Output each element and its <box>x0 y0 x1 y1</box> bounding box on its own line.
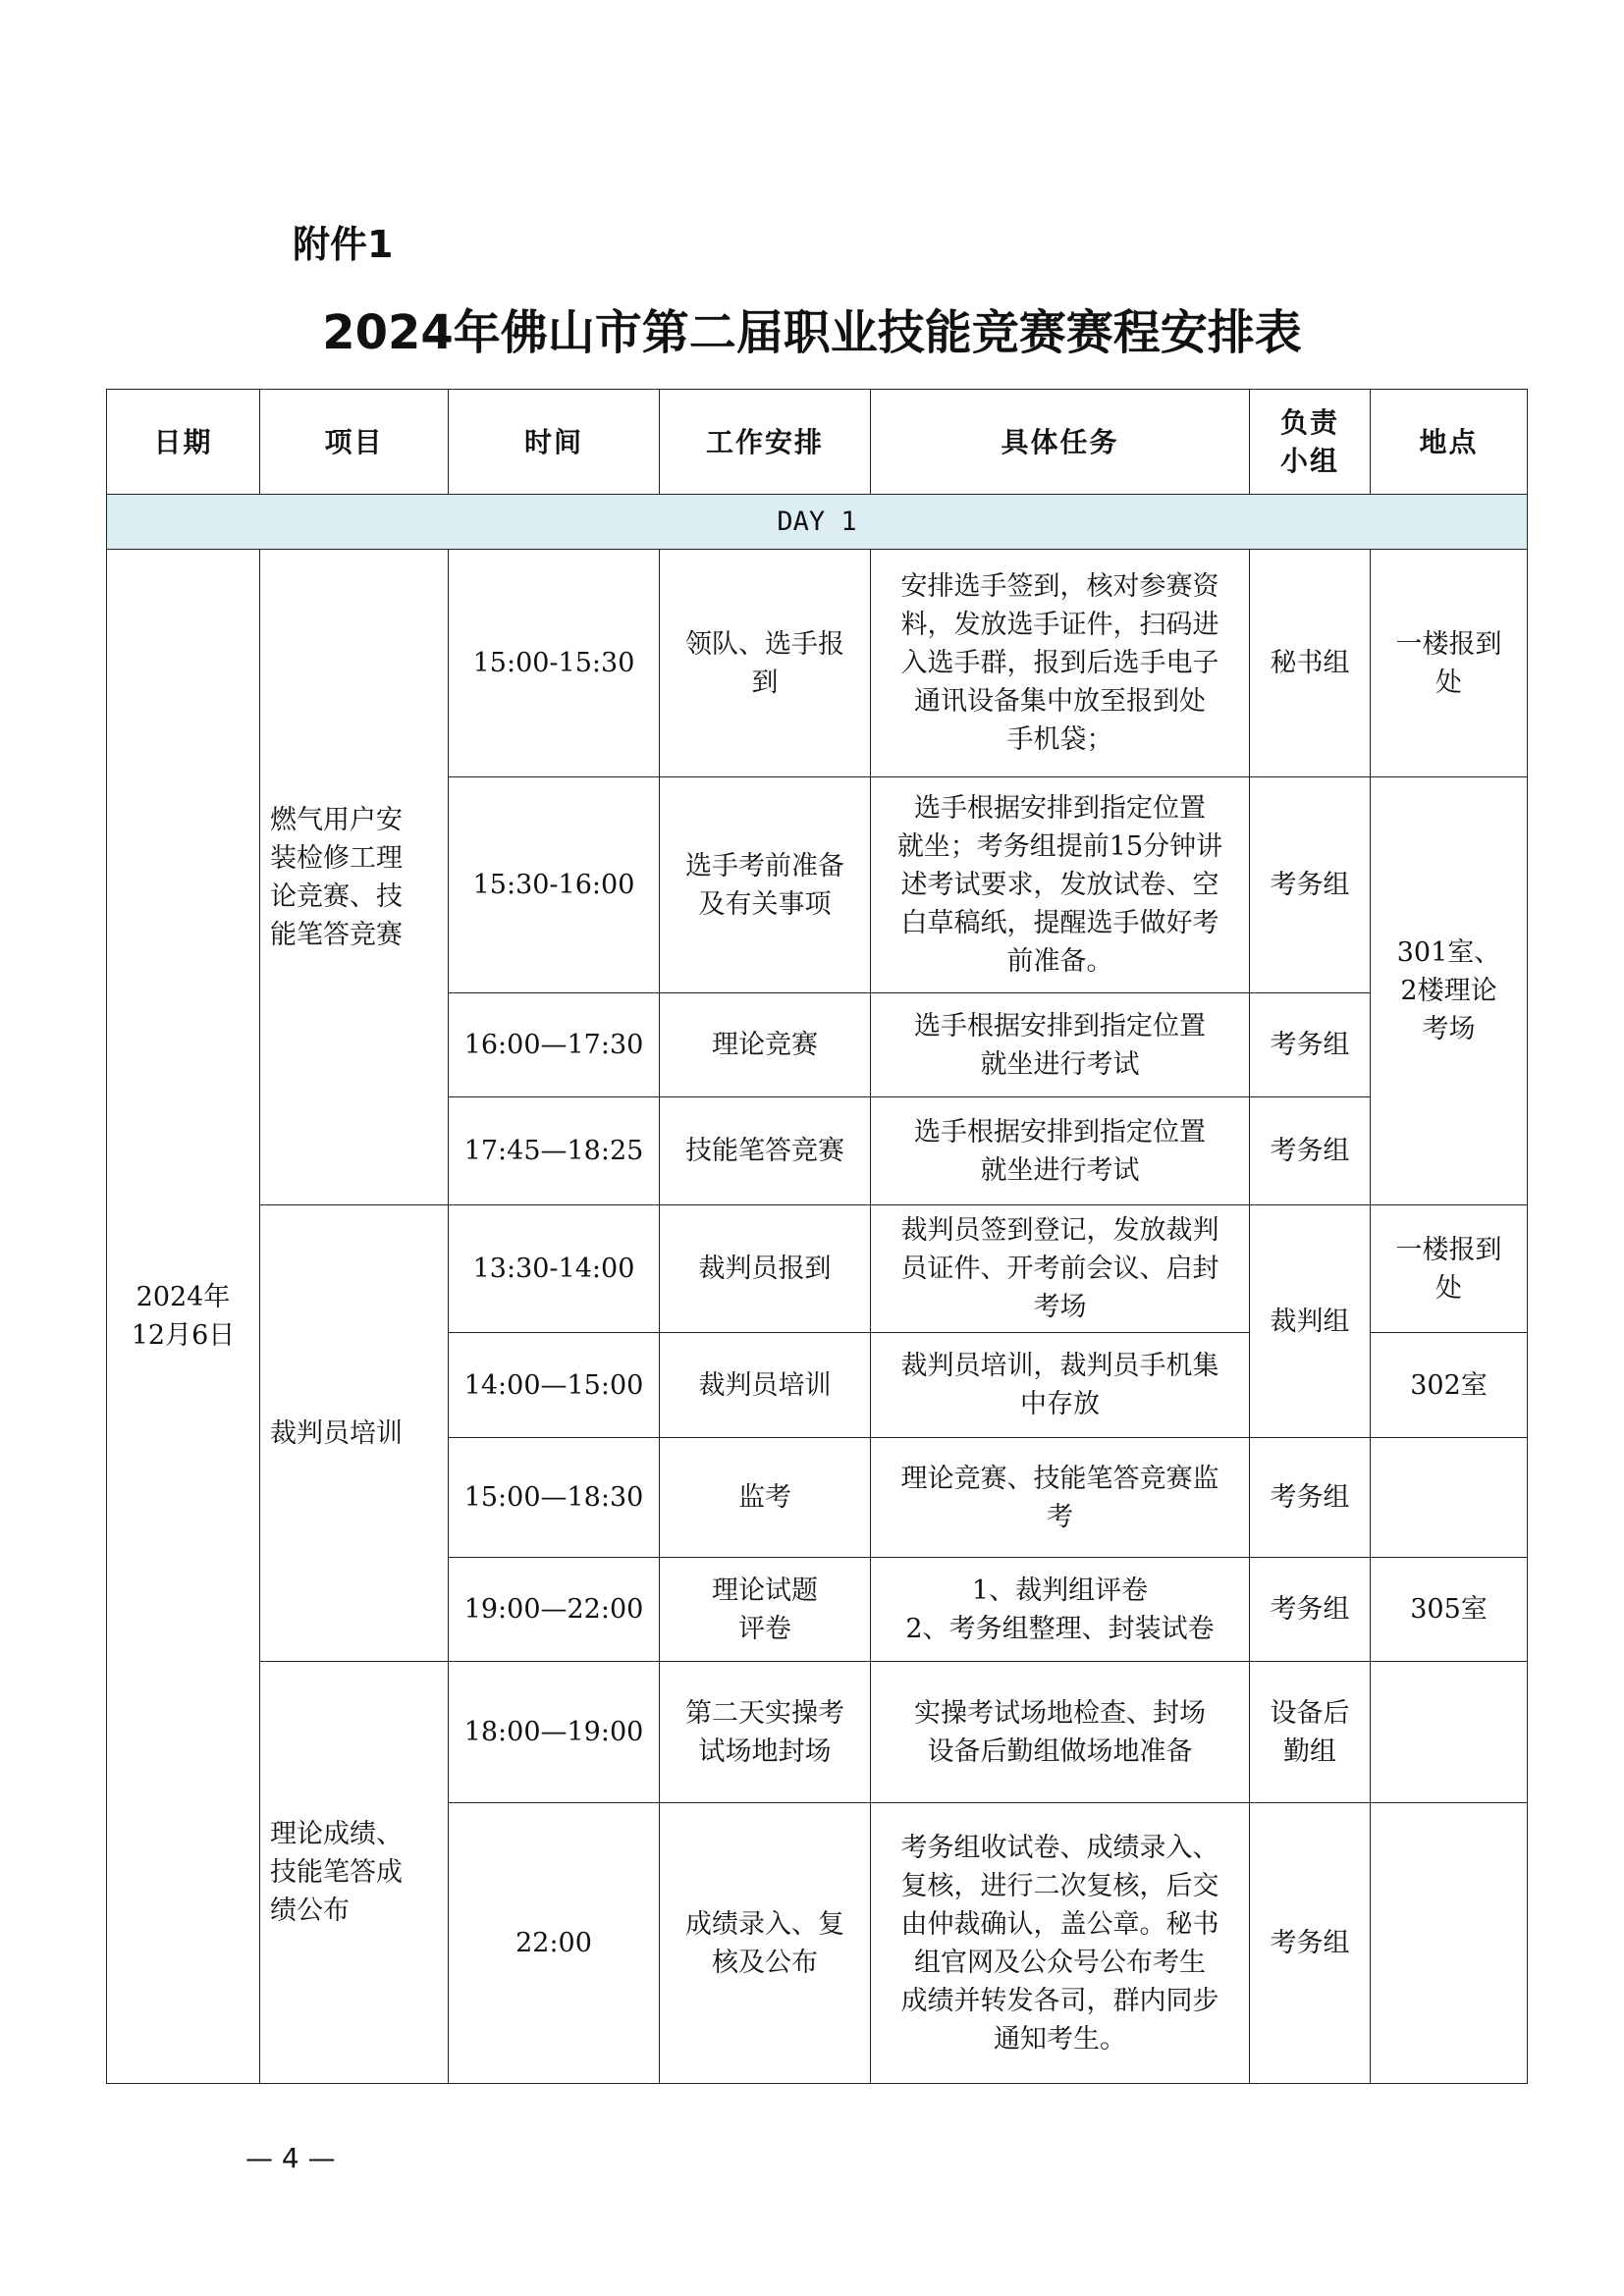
task-line: 就坐进行考试 <box>980 1048 1140 1080</box>
time-cell: 15:00-15:30 <box>449 550 660 777</box>
time-cell: 19:00—22:00 <box>449 1558 660 1662</box>
task-line: 考场 <box>1033 1292 1087 1322</box>
task-line: 中存放 <box>1020 1389 1100 1419</box>
location-line: 301室、 <box>1396 937 1501 968</box>
task-line: 选手根据安排到指定位置 <box>914 1116 1206 1148</box>
task-cell <box>871 1803 1250 2084</box>
work-cell: 监考 <box>660 1438 871 1558</box>
time-cell: 22:00 <box>449 1803 660 2084</box>
table-row <box>107 1205 1528 1333</box>
task-cell <box>871 1205 1250 1333</box>
day-label: DAY 1 <box>107 495 1528 550</box>
task-line: 设备后勤组做场地准备 <box>927 1735 1193 1767</box>
group-cell: 秘书组 <box>1250 550 1371 777</box>
task-line: 2、考务组整理、封装试卷 <box>905 1613 1215 1644</box>
location-line: 2楼理论 <box>1400 976 1497 1006</box>
location-line: 一楼报到 <box>1395 1234 1502 1265</box>
project-line: 绩公布 <box>270 1896 350 1926</box>
header-work: 工作安排 <box>660 390 871 495</box>
date-cell <box>107 550 260 2084</box>
location-cell <box>1371 1205 1528 1333</box>
work-line: 领队、选手报 <box>685 628 844 660</box>
task-line: 通讯设备集中放至报到处 <box>914 686 1206 717</box>
header-project: 项目 <box>260 390 449 495</box>
location-line: 考场 <box>1422 1014 1476 1044</box>
group-cell: 考务组 <box>1250 993 1371 1097</box>
project-line: 装检修工理 <box>270 842 403 874</box>
task-line: 裁判员签到登记，发放裁判 <box>900 1215 1219 1246</box>
table-row <box>107 1662 1528 1803</box>
work-line: 成绩录入、复 <box>685 1908 844 1940</box>
project-line: 技能笔答成 <box>270 1857 403 1888</box>
location-cell <box>1371 1438 1528 1558</box>
work-line: 理论试题 <box>712 1575 818 1606</box>
location-cell: 302室 <box>1371 1333 1528 1438</box>
header-task: 具体任务 <box>871 390 1250 495</box>
group-cell: 考务组 <box>1250 1097 1371 1205</box>
location-cell <box>1371 1662 1528 1803</box>
group-cell: 考务组 <box>1250 1558 1371 1662</box>
location-line: 一楼报到 <box>1395 628 1502 660</box>
work-cell <box>660 1803 871 2084</box>
schedule-table <box>106 389 1528 2084</box>
task-cell <box>871 1438 1250 1558</box>
work-cell: 裁判员培训 <box>660 1333 871 1438</box>
header-group-line2: 小组 <box>1279 445 1339 477</box>
work-cell <box>660 1662 871 1803</box>
task-cell <box>871 1662 1250 1803</box>
location-cell: 305室 <box>1371 1558 1528 1662</box>
header-time: 时间 <box>449 390 660 495</box>
header-group-line1: 负责 <box>1279 406 1339 439</box>
group-cell: 考务组 <box>1250 1438 1371 1558</box>
task-line: 裁判员培训，裁判员手机集 <box>900 1351 1219 1381</box>
work-line: 试场地封场 <box>698 1735 832 1767</box>
group-line: 勤组 <box>1283 1735 1336 1767</box>
project-cell <box>260 1662 449 2084</box>
attachment-label: 附件1 <box>293 223 394 266</box>
project-cell: 裁判员培训 <box>260 1205 449 1662</box>
task-line: 由仲裁确认，盖公章。秘书 <box>900 1908 1219 1940</box>
task-cell <box>871 1097 1250 1205</box>
group-cell: 裁判组 <box>1250 1205 1371 1438</box>
work-cell <box>660 1558 871 1662</box>
time-cell: 17:45—18:25 <box>449 1097 660 1205</box>
table-row <box>107 550 1528 777</box>
task-line: 选手根据安排到指定位置 <box>914 793 1206 824</box>
project-cell <box>260 550 449 1205</box>
task-line: 述考试要求，发放试卷、空 <box>900 870 1219 900</box>
task-line: 成绩并转发各司，群内同步 <box>900 1985 1219 2016</box>
task-line: 就坐；考务组提前15分钟讲 <box>896 831 1223 862</box>
task-cell <box>871 550 1250 777</box>
task-line: 白草稿纸，提醒选手做好考 <box>900 908 1219 938</box>
time-cell: 15:30-16:00 <box>449 777 660 993</box>
task-cell <box>871 993 1250 1097</box>
work-line: 到 <box>751 667 779 698</box>
task-line: 料，发放选手证件，扫码进 <box>900 610 1219 640</box>
work-cell: 理论竞赛 <box>660 993 871 1097</box>
work-line: 核及公布 <box>712 1947 818 1978</box>
day-row <box>107 495 1528 550</box>
header-date: 日期 <box>107 390 260 495</box>
task-line: 复核，进行二次复核，后交 <box>900 1870 1219 1901</box>
work-cell <box>660 550 871 777</box>
time-cell: 16:00—17:30 <box>449 993 660 1097</box>
header-row <box>107 390 1528 495</box>
task-line: 选手根据安排到指定位置 <box>914 1010 1206 1041</box>
work-line: 第二天实操考 <box>685 1697 844 1729</box>
task-cell <box>871 1333 1250 1438</box>
task-line: 实操考试场地检查、封场 <box>914 1697 1206 1729</box>
task-line: 考务组收试卷、成绩录入、 <box>900 1832 1219 1863</box>
task-line: 安排选手签到，核对参赛资 <box>900 571 1219 602</box>
location-line: 处 <box>1435 667 1462 698</box>
task-cell <box>871 1558 1250 1662</box>
task-line: 1、裁判组评卷 <box>971 1575 1149 1606</box>
project-line: 燃气用户安 <box>270 804 403 835</box>
task-line: 考 <box>1047 1501 1073 1532</box>
group-cell: 考务组 <box>1250 1803 1371 2084</box>
page-number: — 4 — <box>245 2142 336 2174</box>
project-line: 论竞赛、技 <box>270 881 403 912</box>
location-cell <box>1371 550 1528 777</box>
task-line: 手机袋； <box>1006 724 1113 755</box>
location-cell <box>1371 777 1528 1205</box>
task-line: 前准备。 <box>1006 946 1113 977</box>
work-cell <box>660 777 871 993</box>
header-group <box>1250 390 1371 495</box>
time-cell: 13:30-14:00 <box>449 1205 660 1333</box>
time-cell: 14:00—15:00 <box>449 1333 660 1438</box>
work-cell: 裁判员报到 <box>660 1205 871 1333</box>
work-line: 选手考前准备 <box>685 850 844 881</box>
group-cell: 考务组 <box>1250 777 1371 993</box>
project-line: 能笔答竞赛 <box>270 919 403 950</box>
task-line: 入选手群，报到后选手电子 <box>900 648 1219 678</box>
task-line: 通知考生。 <box>994 2023 1126 2055</box>
location-line: 处 <box>1435 1272 1462 1304</box>
work-line: 及有关事项 <box>698 888 832 920</box>
location-cell <box>1371 1803 1528 2084</box>
task-line: 就坐进行考试 <box>980 1154 1140 1186</box>
time-cell: 18:00—19:00 <box>449 1662 660 1803</box>
task-cell <box>871 777 1250 993</box>
task-line: 员证件、开考前会议、启封 <box>900 1254 1219 1284</box>
group-line: 设备后 <box>1270 1697 1350 1729</box>
work-cell: 技能笔答竞赛 <box>660 1097 871 1205</box>
group-cell <box>1250 1662 1371 1803</box>
date-line2: 12月6日 <box>131 1320 236 1351</box>
task-line: 理论竞赛、技能笔答竞赛监 <box>900 1463 1219 1494</box>
task-line: 组官网及公众号公布考生 <box>914 1947 1206 1978</box>
header-location: 地点 <box>1371 390 1528 495</box>
work-line: 评卷 <box>738 1613 791 1644</box>
date-line1: 2024年 <box>135 1282 231 1312</box>
project-line: 理论成绩、 <box>270 1819 403 1849</box>
time-cell: 15:00—18:30 <box>449 1438 660 1558</box>
document-title: 2024年佛山市第二届职业技能竞赛赛程安排表 <box>322 305 1302 360</box>
